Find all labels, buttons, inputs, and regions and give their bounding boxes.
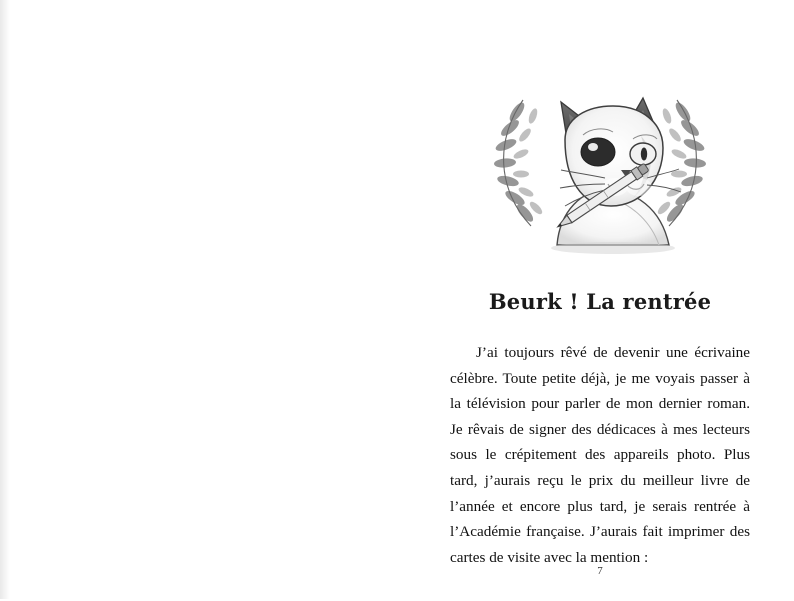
page-gutter-shading: [0, 0, 10, 601]
body-paragraph: J’ai toujours rêvé de devenir une écrivaine célèbre. Toute petite déjà, je me voyais passer à la télévision pour parler de mon dernier roman. Je rêvais de signer des dédicaces à mes lecteurs sous le crépitement des appareils photo. Plus tard, j’aurais reçu le prix du meilleur livre de l’année et encore plus tard, je serais rentrée à l’Académie française. J’aurais fait imprimer des cartes de visite avec la mention :: [450, 344, 750, 566]
cat-with-pencil-in-laurel-wreath-illustration: [465, 40, 735, 275]
body-text: [450, 340, 750, 570]
page-number: 7: [597, 565, 603, 577]
chapter-title: Beurk ! La rentrée: [488, 289, 712, 314]
page-content: [450, 40, 750, 570]
